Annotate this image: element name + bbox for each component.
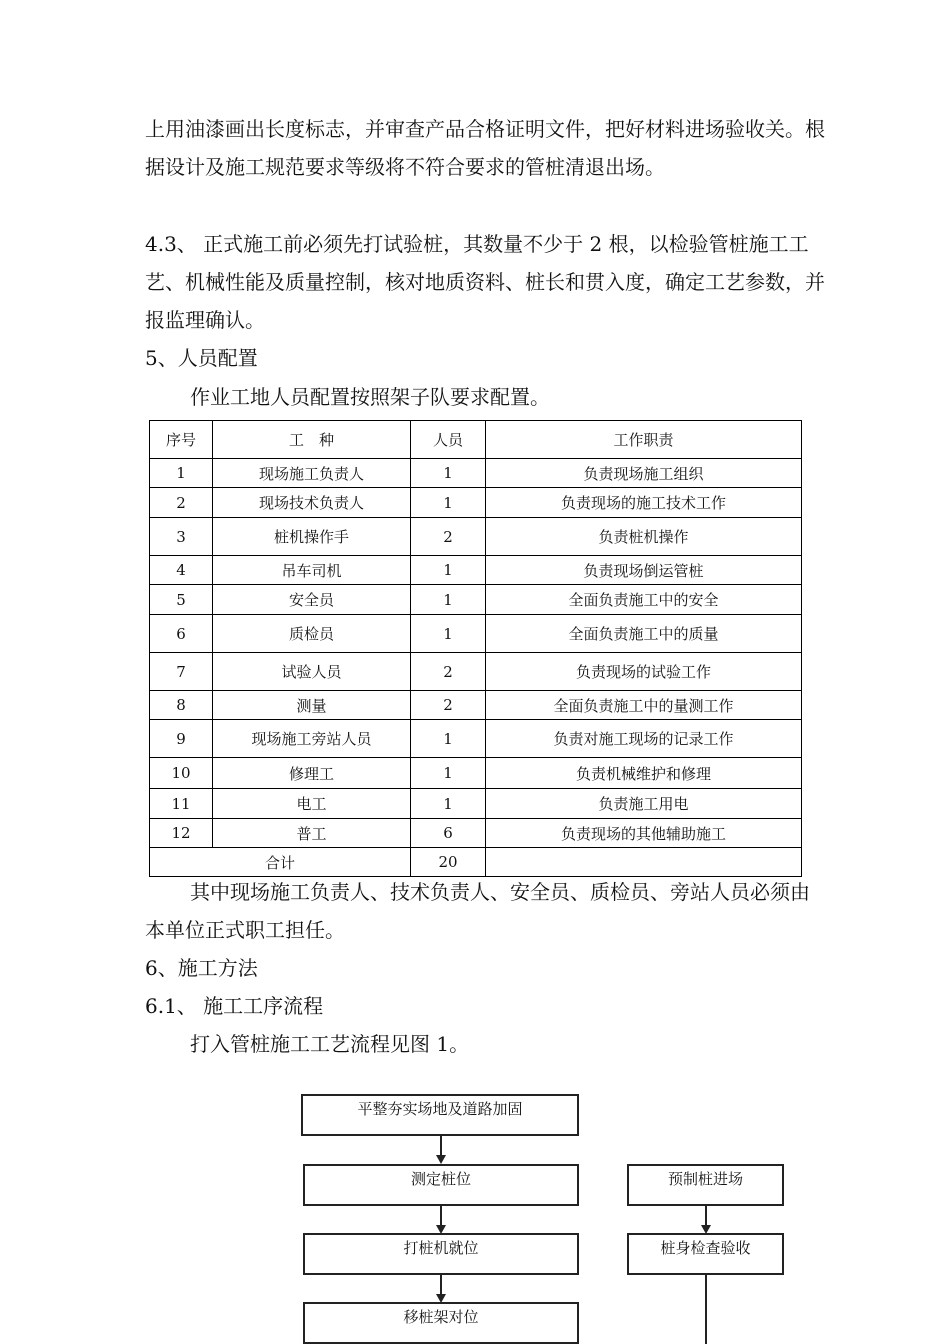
table-row: [150, 653, 802, 691]
table-cell: 现场技术负责人: [213, 488, 411, 518]
table-cell: 普工: [213, 819, 411, 848]
flow-step-pile-inspection: 桩身检查验收: [627, 1233, 784, 1275]
section6-1-text: 打入管桩施工工艺流程见图 1。: [190, 1032, 470, 1056]
table-cell: 1: [411, 789, 486, 819]
header-cell: 人员: [411, 421, 486, 459]
header-cell: 工作职责: [486, 421, 802, 459]
table-row: [150, 758, 802, 789]
total-label-cell: 合计: [150, 848, 411, 877]
table-cell: 负责现场的试验工作: [486, 653, 802, 691]
table-header-row: [150, 421, 802, 459]
table-cell: 现场施工负责人: [213, 459, 411, 488]
table-cell: 试验人员: [213, 653, 411, 691]
table-cell: 2: [411, 691, 486, 720]
table-cell: 负责现场倒运管桩: [486, 556, 802, 585]
table-cell: 3: [150, 518, 213, 556]
table-cell: 2: [150, 488, 213, 518]
item-4-3-paragraph: 4.3、 正式施工前必须先打试验桩，其数量不少于 2 根，以检验管桩施工工艺、机械性能及质量控制，核对地质资料、桩长和贯入度，确定工艺参数，并报监理确认。: [145, 232, 825, 332]
flow-step-pile-positioning: 测定桩位: [303, 1164, 579, 1206]
section5-heading: 5、人员配置: [145, 346, 258, 370]
table-cell: 负责机械维护和修理: [486, 758, 802, 789]
flow-step-pile-driver-setup: 打桩机就位: [303, 1233, 579, 1275]
table-row: [150, 720, 802, 758]
table-row: [150, 459, 802, 488]
flow-step-frame-alignment: 移桩架对位: [303, 1302, 579, 1344]
table-cell: 1: [150, 459, 213, 488]
table-cell: 10: [150, 758, 213, 789]
header-cell: 工 种: [213, 421, 411, 459]
table-cell: 1: [411, 720, 486, 758]
table-cell: 全面负责施工中的质量: [486, 615, 802, 653]
staff-table: [149, 420, 802, 877]
table-cell: 负责现场的施工技术工作: [486, 488, 802, 518]
table-row: [150, 488, 802, 518]
table-cell: 桩机操作手: [213, 518, 411, 556]
table-cell: 负责施工用电: [486, 789, 802, 819]
total-value-cell: 20: [411, 848, 486, 877]
flow-connector: [440, 1206, 442, 1226]
flow-connector: [440, 1275, 442, 1295]
section6-1-heading: 6.1、 施工工序流程: [145, 994, 324, 1018]
table-cell: 1: [411, 488, 486, 518]
table-cell: 6: [411, 819, 486, 848]
table-cell: 全面负责施工中的量测工作: [486, 691, 802, 720]
table-cell: 测量: [213, 691, 411, 720]
intro-paragraph: 上用油漆画出长度标志，并审查产品合格证明文件，把好材料进场验收关。根据设计及施工规范要求等级将不符合要求的管桩清退出场。: [145, 117, 825, 179]
section5-text: 作业工地人员配置按照架子队要求配置。: [190, 385, 550, 409]
flow-connector: [705, 1275, 707, 1344]
table-cell: 7: [150, 653, 213, 691]
table-cell: 9: [150, 720, 213, 758]
table-cell: 负责对施工现场的记录工作: [486, 720, 802, 758]
table-cell: 修理工: [213, 758, 411, 789]
table-row: [150, 518, 802, 556]
flow-step-site-leveling: 平整夯实场地及道路加固: [301, 1094, 579, 1136]
table-row: [150, 789, 802, 819]
table-cell: 6: [150, 615, 213, 653]
flow-step-pile-delivery: 预制桩进场: [627, 1164, 784, 1206]
table-cell: 8: [150, 691, 213, 720]
table-cell: 4: [150, 556, 213, 585]
flow-connector: [440, 1136, 442, 1156]
table-cell: 1: [411, 459, 486, 488]
table-cell: 电工: [213, 789, 411, 819]
flow-connector: [705, 1206, 707, 1226]
table-row: [150, 615, 802, 653]
table-row: [150, 585, 802, 615]
table-cell: 安全员: [213, 585, 411, 615]
header-cell: 序号: [150, 421, 213, 459]
table-cell: 现场施工旁站人员: [213, 720, 411, 758]
table-cell: 1: [411, 556, 486, 585]
table-cell: 11: [150, 789, 213, 819]
table-cell: 负责现场施工组织: [486, 459, 802, 488]
table-cell: 全面负责施工中的安全: [486, 585, 802, 615]
table-cell: 2: [411, 653, 486, 691]
table-cell: 负责桩机操作: [486, 518, 802, 556]
table-cell: 1: [411, 585, 486, 615]
table-cell: 5: [150, 585, 213, 615]
table-cell: 2: [411, 518, 486, 556]
section6-heading: 6、施工方法: [145, 956, 258, 980]
table-cell: 质检员: [213, 615, 411, 653]
table-row: [150, 819, 802, 848]
table-cell: 12: [150, 819, 213, 848]
table-cell: 1: [411, 615, 486, 653]
staff-note-paragraph: 其中现场施工负责人、技术负责人、安全员、质检员、旁站人员必须由本单位正式职工担任。: [145, 880, 810, 942]
table-cell: 1: [411, 758, 486, 789]
table-row: [150, 556, 802, 585]
table-cell: 负责现场的其他辅助施工: [486, 819, 802, 848]
arrow-down-icon: [436, 1155, 446, 1164]
table-cell: 吊车司机: [213, 556, 411, 585]
table-row: [150, 691, 802, 720]
